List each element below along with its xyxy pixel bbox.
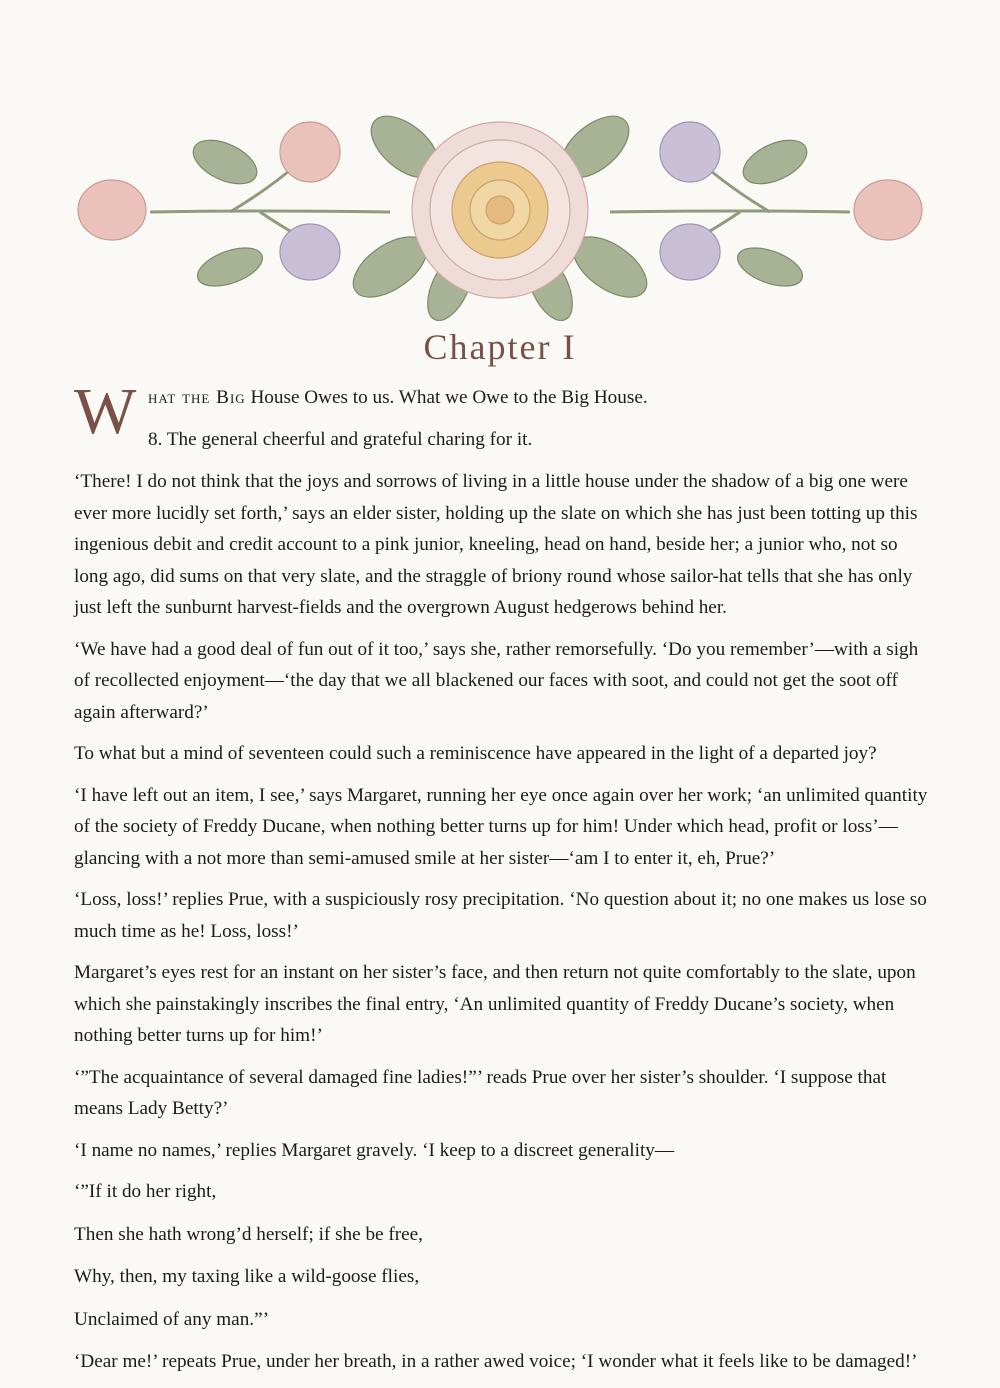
paragraph: ‘Dear me!’ repeats Prue, under her breath, in a rather awed voice; ‘I wonder what it feels like to be damaged!’ xyxy=(74,1351,918,1372)
opening-line xyxy=(148,382,648,414)
paragraph: ‘There! I do not think that the joys and sorrows of living in a little house under the shadow of a big one were ever more lucidly set forth,’ says an elder sister, holding up the slate on which she has just been totting up this ingenious debit and credit account to a pink junior, kneeling, head on hand, beside her; a junior who, not so long ago, did sums on that very slate, and the straggle of briony round whose sailor-hat tells that she has only just left the sunburnt harvest-fields and the overgrown August hedgerows behind her. xyxy=(74,471,918,618)
chapter-title: Chapter I xyxy=(423,327,577,367)
paragraph: ‘I have left out an item, I see,’ says Margaret, running her eye once again over her work; ‘an unlimited quantity of the society of Freddy Ducane, when nothing better turns up for him! Under which head, profit or loss’—glancing with a not more than semi-amused smile at her sister—‘am I to enter it, eh, Prue?’ xyxy=(74,784,928,869)
paragraph: ‘Loss, loss!’ replies Prue, with a suspiciously rosy precipitation. ‘No question about it; no one makes us lose so much time as he! Loss, loss!’ xyxy=(74,889,927,942)
verse-line: Then she hath wrong’d herself; if she be free, xyxy=(74,1223,423,1245)
drop-cap: W xyxy=(74,375,137,448)
paragraph: ‘I name no names,’ replies Margaret gravely. ‘I keep to a discreet generality— xyxy=(74,1139,675,1161)
paragraph: To what but a mind of seventeen could such a reminiscence have appeared in the light of a departed joy? xyxy=(74,743,877,764)
verse-line: ‘”If it do her right, xyxy=(74,1181,217,1202)
verse-line: Why, then, my taxing like a wild-goose flies, xyxy=(74,1266,420,1287)
paragraph: ‘We have had a good deal of fun out of it too,’ says she, rather remorsefully. ‘Do you remember’—with a sigh of recollected enjoyment—‘the day that we all blackened our faces with soot, and could not get the soot off again afterward?’ xyxy=(74,638,919,723)
chapter-body xyxy=(74,375,930,1388)
verse-line: Unclaimed of any man.”’ xyxy=(74,1308,269,1330)
paragraph: Margaret’s eyes rest for an instant on her sister’s face, and then return not quite comfortably to the slate, upon which she painstakingly inscribes the final entry, ‘An unlimited quantity of Freddy Ducane’s society, when nothing better turns up for him!’ xyxy=(74,962,916,1046)
opening-small-caps: hat the Big xyxy=(148,387,246,408)
paragraph: ‘”The acquaintance of several damaged fine ladies!”’ reads Prue over her sister’s shoulder. ‘I suppose that means Lady Betty?’ xyxy=(74,1066,887,1119)
opening-item: 8. The general cheerful and grateful charing for it. xyxy=(148,429,533,450)
opening-paragraph xyxy=(74,375,930,456)
floral-rose-banner xyxy=(60,92,940,332)
opening-rest: House Owes to us. What we Owe to the Big House. xyxy=(245,387,648,408)
